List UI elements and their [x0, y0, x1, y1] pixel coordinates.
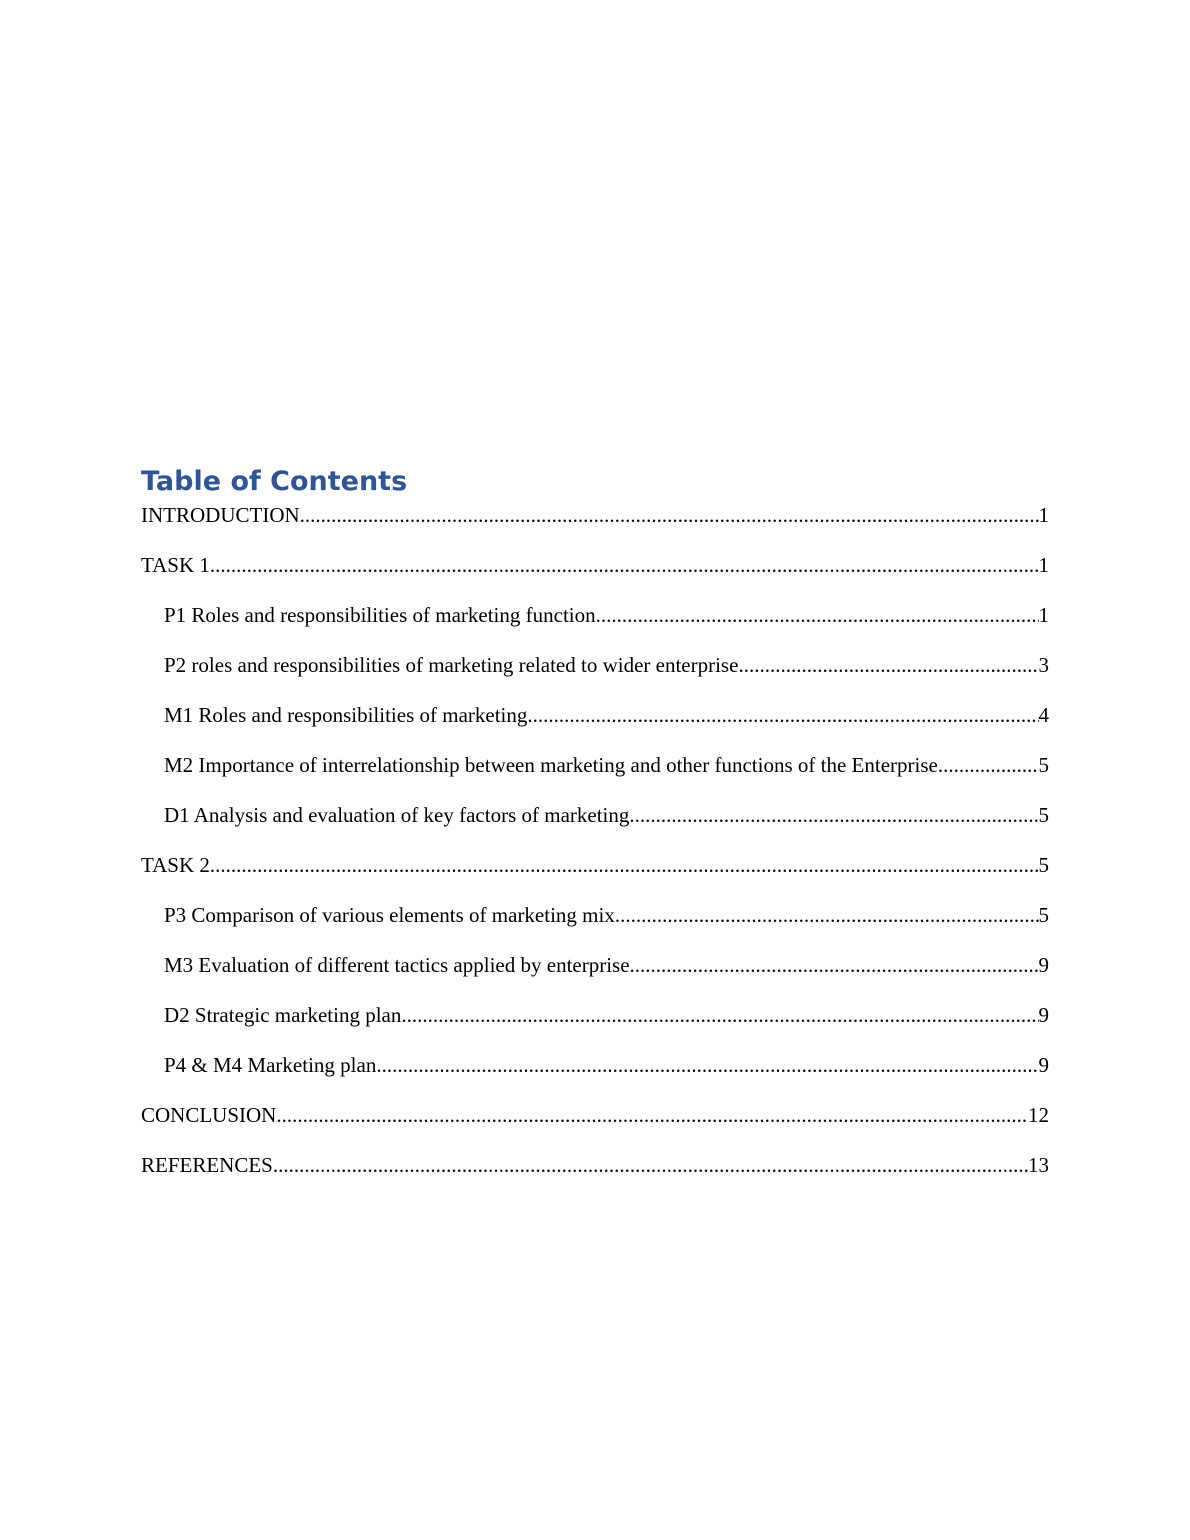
toc-entry-conclusion[interactable]	[141, 1100, 1049, 1150]
toc-title: Table of Contents	[141, 466, 408, 497]
toc-entry-label: REFERENCES	[141, 1153, 273, 1177]
toc-dot-leader	[630, 950, 1039, 980]
toc-entry-references[interactable]	[141, 1150, 1049, 1200]
toc-entry-page: 1	[1038, 553, 1049, 577]
toc-entry-page: 5	[1038, 853, 1049, 877]
toc-entry-page: 5	[1038, 903, 1049, 927]
toc-entry-page: 5	[1038, 753, 1049, 777]
toc-dot-leader	[615, 900, 1039, 930]
toc-entry-label: D2 Strategic marketing plan	[164, 1003, 402, 1027]
toc-entry-label: M3 Evaluation of different tactics applied by enterprise	[164, 953, 630, 977]
toc-entry-p4-m4[interactable]	[141, 1050, 1049, 1100]
toc-entry-m1[interactable]	[141, 700, 1049, 750]
toc-entry-page: 4	[1038, 703, 1049, 727]
toc-entry-page: 9	[1038, 1003, 1049, 1027]
toc-dot-leader	[300, 500, 1039, 530]
toc-entry-page: 13	[1028, 1153, 1049, 1177]
toc-dot-leader	[401, 1000, 1038, 1030]
toc-entry-label: M2 Importance of interrelationship between marketing and other functions of the Enterprise.	[164, 753, 944, 777]
toc-entry-p2[interactable]	[141, 650, 1049, 700]
toc-entry-label: M1 Roles and responsibilities of marketing	[164, 703, 528, 727]
toc-entry-label: P1 Roles and responsibilities of marketing function	[164, 603, 596, 627]
table-of-contents	[141, 462, 1049, 1200]
toc-entry-label: P3 Comparison of various elements of marketing mix	[164, 903, 615, 927]
toc-entry-label: TASK 2	[141, 853, 210, 877]
toc-entry-m2[interactable]	[141, 750, 1049, 800]
toc-dot-leader	[629, 800, 1038, 830]
toc-entry-d2[interactable]	[141, 1000, 1049, 1050]
toc-entry-task-2[interactable]	[141, 850, 1049, 900]
toc-entry-p3[interactable]	[141, 900, 1049, 950]
toc-entry-label: INTRODUCTION	[141, 503, 300, 527]
toc-list	[141, 500, 1049, 1200]
toc-entry-page: 5	[1038, 803, 1049, 827]
toc-dot-leader	[943, 750, 1038, 780]
toc-entry-label: TASK 1	[141, 553, 210, 577]
toc-dot-leader	[210, 550, 1039, 580]
toc-entry-page: 1	[1038, 603, 1049, 627]
toc-entry-label: D1 Analysis and evaluation of key factors of marketing	[164, 803, 630, 827]
toc-entry-label: P4 & M4 Marketing plan	[164, 1053, 377, 1077]
toc-entry-page: 12	[1028, 1103, 1049, 1127]
toc-entry-page: 9	[1038, 953, 1049, 977]
toc-entry-page: 9	[1038, 1053, 1049, 1077]
toc-dot-leader	[273, 1150, 1028, 1180]
toc-dot-leader	[527, 700, 1038, 730]
toc-entry-p1[interactable]	[141, 600, 1049, 650]
toc-entry-task-1[interactable]	[141, 550, 1049, 600]
toc-entry-label: CONCLUSION	[141, 1103, 277, 1127]
toc-dot-leader	[210, 850, 1039, 880]
toc-entry-d1[interactable]	[141, 800, 1049, 850]
toc-entry-page: 1	[1038, 503, 1049, 527]
toc-entry-page: 3	[1038, 653, 1049, 677]
toc-entry-label: P2 roles and responsibilities of marketing related to wider enterprise	[164, 653, 739, 677]
toc-entry-introduction[interactable]	[141, 500, 1049, 550]
toc-dot-leader	[738, 650, 1038, 680]
toc-dot-leader	[276, 1100, 1028, 1130]
toc-dot-leader	[596, 600, 1039, 630]
toc-dot-leader	[376, 1050, 1038, 1080]
toc-entry-m3[interactable]	[141, 950, 1049, 1000]
